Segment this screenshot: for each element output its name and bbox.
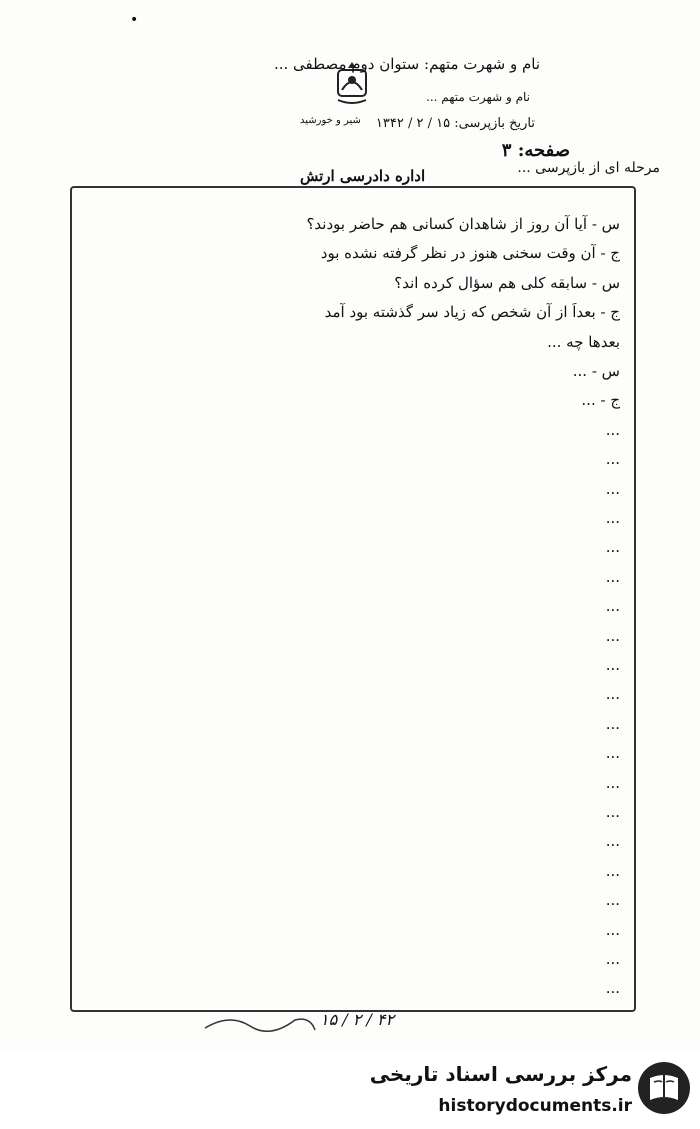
body-line: ... [605, 714, 620, 733]
interrogation-date-field: تاریخ بازپرسی: ۱۵ / ۲ / ۱۳۴۲ [375, 116, 535, 131]
body-line: ... [605, 450, 620, 469]
body-line: ... [605, 420, 620, 439]
emblem-caption: شیر و خورشید [300, 115, 361, 126]
body-line: ... [605, 979, 620, 998]
body-line: ... [605, 509, 620, 527]
body-line: ... [605, 920, 620, 939]
body-line: ... [605, 803, 620, 821]
body-line: ج - بعداً از آن شخص که زیاد سر گذشته بود آمد [324, 303, 620, 322]
body-line: ... [605, 626, 620, 645]
body-line: بعدها چه ... [547, 332, 620, 351]
brand-url: historydocuments.ir [438, 1096, 632, 1116]
body-line: ج - ... [581, 391, 620, 410]
body-line: ... [605, 597, 620, 616]
body-line: ... [605, 656, 620, 674]
footer-branding [0, 1052, 700, 1129]
body-line: س - آیا آن روز از شاهدان کسانی هم حاضر بودند؟ [306, 215, 620, 233]
body-line: ... [605, 950, 620, 968]
accused-name-field: نام و شهرت متهم: ستوان دوم مصطفی ... [273, 55, 540, 73]
body-line: ... [605, 538, 620, 557]
body-line: س - ... [572, 362, 620, 380]
body-line: ... [605, 891, 620, 910]
body-line: ... [605, 567, 620, 586]
body-line: س - سابقه کلی هم سؤال کرده اند؟ [394, 273, 620, 292]
body-line: ... [605, 479, 620, 498]
body-line: ... [605, 744, 620, 763]
book-emblem-icon [636, 1060, 692, 1116]
signature-date: ۱۵ / ۲ / ۴۲ [320, 1010, 395, 1029]
page-number-field: صفحه: ۳ [501, 140, 570, 161]
corner-mark: • [130, 12, 139, 28]
body-line: ... [605, 832, 620, 851]
accused-name-field-2: نام و شهرت متهم ... [426, 90, 530, 104]
body-line: ... [605, 861, 620, 880]
brand-title: مرکز بررسی اسناد تاریخی [369, 1062, 632, 1086]
signature-mark-icon [200, 1008, 320, 1038]
body-line: ... [605, 685, 620, 704]
subject-line: مرحله ای از بازپرسی ... [517, 160, 660, 176]
office-title: اداره دادرسی ارتش [300, 167, 426, 185]
body-line: ... [605, 773, 620, 792]
body-line: ج - آن وقت سخنی هنوز در نظر گرفته نشده بود [320, 244, 620, 263]
